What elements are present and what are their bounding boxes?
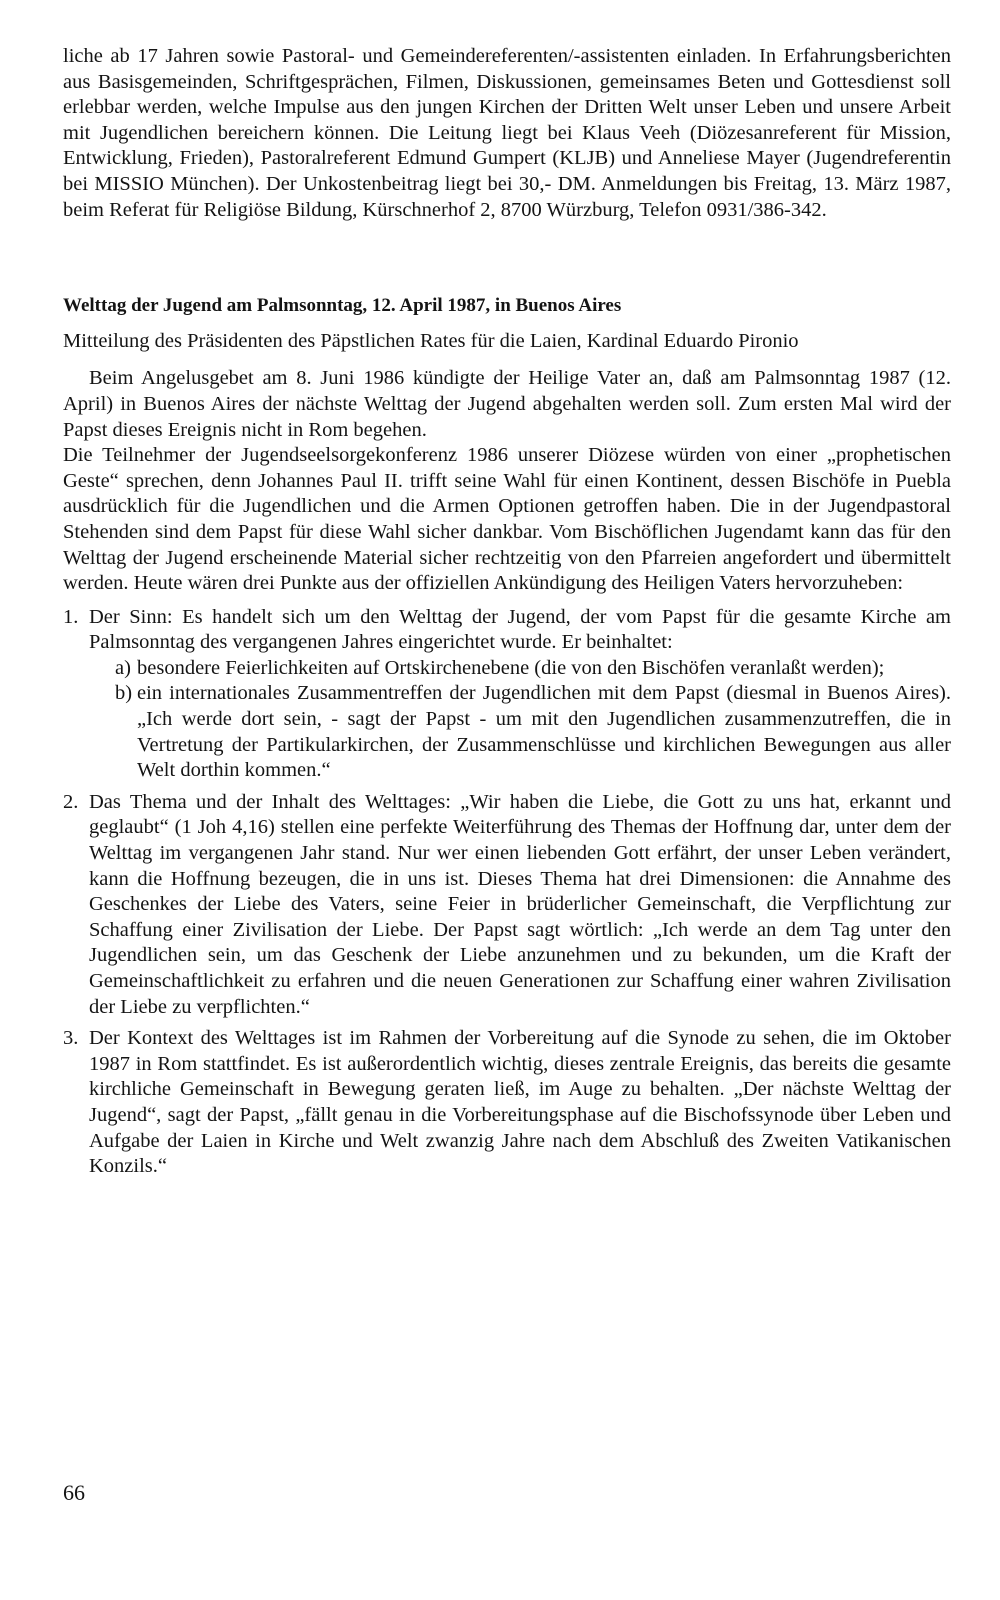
body-paragraph-2: Die Teilnehmer der Jugendseelsorgekonferenz 1986 unserer Diözese würden von einer „prophetischen Geste“ sprechen, denn Johannes Paul II. trifft seine Wahl für einen Kontinent, dessen Bischöfe in Puebla ausdrücklich für die Jugendlichen und die Armen Optionen getroffen haben. Die in der Jugendpastoral Stehenden sind dem Papst für diese Wahl sicher dankbar. Vom Bischöflichen Jugendamt kann das für den Welttag der Jugend erscheinende Material sicher rechtzeitig von den Pfarreien angefordert und übermittelt werden. Heute wären drei Punkte aus der offiziellen Ankündigung des Heiligen Vaters hervorzuheben: (63, 444, 951, 595)
document-page (63, 44, 951, 1186)
list-item-text: Das Thema und der Inhalt des Welttages: „Wir haben die Liebe, die Gott zu uns hat, erkannt und geglaubt“ (1 Joh 4,16) stellen eine perfekte Weiterführung des Themas der Hoffnung dar, unter dem der Welttag im vergangenen Jahr stand. Nur wer einen liebenden Gott erfährt, der unser Leben verändert, kann die Hoffnung bezeugen, die in uns ist. Dieses Thema hat drei Dimensionen: die Annahme des Geschenkes der Liebe des Vaters, seine Feier in brüderlicher Gemeinschaft, die Verpflichtung zur Schaffung einer Zivilisation der Liebe. Der Papst sagt wörtlich: „Ich werde an dem Tag unter den Jugendlichen sein, um das Geschenk der Liebe anzunehmen und zu bekunden, um die Kraft der Gemeinschaftlichkeit zu erfahren und die neuen Generationen zur Schaffung einer wahren Zivilisation der Liebe zu verpflichten.“ (89, 790, 951, 1018)
sub-item-b (89, 681, 951, 783)
sub-item-marker: a) (115, 656, 131, 679)
sub-item-text: ein internationales Zusammentreffen der Jugendlichen mit dem Papst (diesmal in Buenos Aires). „Ich werde dort sein, - sagt der Papst - um mit den Jugendlichen zusammenzutreffen, die in Vertretung der Partikularkirchen, der Zusammenschlüsse und kirchlichen Bewegungen aus aller Welt dorthin kommen.“ (137, 682, 951, 782)
article-heading: Welttag der Jugend am Palmsonntag, 12. April 1987, in Buenos Aires (63, 295, 622, 317)
article-subheading: Mitteilung des Präsidenten des Päpstlichen Rates für die Laien, Kardinal Eduardo Pironio (63, 329, 799, 352)
intro-paragraph: liche ab 17 Jahren sowie Pastoral- und Gemeindereferenten/-assistenten einladen. In Erfahrungsberichten aus Basisgemeinden, Schriftgesprächen, Filmen, Diskussionen, gemeinsames Beten und Gottesdienst soll erlebbar werden, welche Impulse aus den jungen Kirchen der Dritten Welt unser Leben und unsere Arbeit mit Jugendlichen bereichern können. Die Leitung liegt bei Klaus Veeh (Diözesanreferent für Mission, Entwicklung, Frieden), Pastoralreferent Edmund Gumpert (KLJB) und Anneliese Mayer (Jugendreferentin bei MISSIO München). Der Unkostenbeitrag liegt bei 30,- DM. Anmeldungen bis Freitag, 13. März 1987, beim Referat für Religiöse Bildung, Kürschnerhof 2, 8700 Würzburg, Telefon 0931/386-342. (63, 45, 951, 221)
body-paragraph-1: Beim Angelusgebet am 8. Juni 1986 kündigte der Heilige Vater an, daß am Palmsonntag 1987 (12. April) in Buenos Aires der nächste Welttag der Jugend abgehalten werden soll. Zum ersten Mal wird der Papst dieses Ereignis nicht in Rom begehen. (63, 367, 951, 441)
list-item-2 (63, 790, 951, 1020)
numbered-list (63, 605, 951, 1180)
page-number: 66 (63, 1480, 85, 1505)
sub-item-a (89, 656, 951, 682)
list-item-number: 3. (63, 1027, 79, 1050)
list-item-number: 2. (63, 790, 79, 813)
list-item-text: Der Sinn: Es handelt sich um den Welttag der Jugend, der vom Papst für die gesamte Kirche am Palmsonntag des vergangenen Jahres eingerichtet wurde. Er beinhaltet: (89, 605, 951, 654)
list-item-text: Der Kontext des Welttages ist im Rahmen der Vorbereitung auf die Synode zu sehen, die im Oktober 1987 in Rom stattfindet. Es ist außerordentlich wichtig, dieses zentrale Ereignis, das bereits die gesamte kirchliche Gemeinschaft in Bewegung geraten ließ, im Auge zu behalten. „Der nächste Welttag der Jugend“, sagt der Papst, „fällt genau in die Vorbereitungsphase auf die Bischofssynode über Leben und Aufgabe der Laien in Kirche und Welt zwanzig Jahre nach dem Abschluß des Zweiten Vatikanischen Konzils.“ (89, 1027, 951, 1178)
sub-item-marker: b) (115, 682, 133, 705)
list-item-3 (63, 1026, 951, 1180)
list-item-1 (63, 605, 951, 784)
list-item-number: 1. (63, 605, 79, 628)
sub-item-text: besondere Feierlichkeiten auf Ortskirchenebene (die von den Bischöfen veranlaßt werden); (137, 656, 885, 679)
